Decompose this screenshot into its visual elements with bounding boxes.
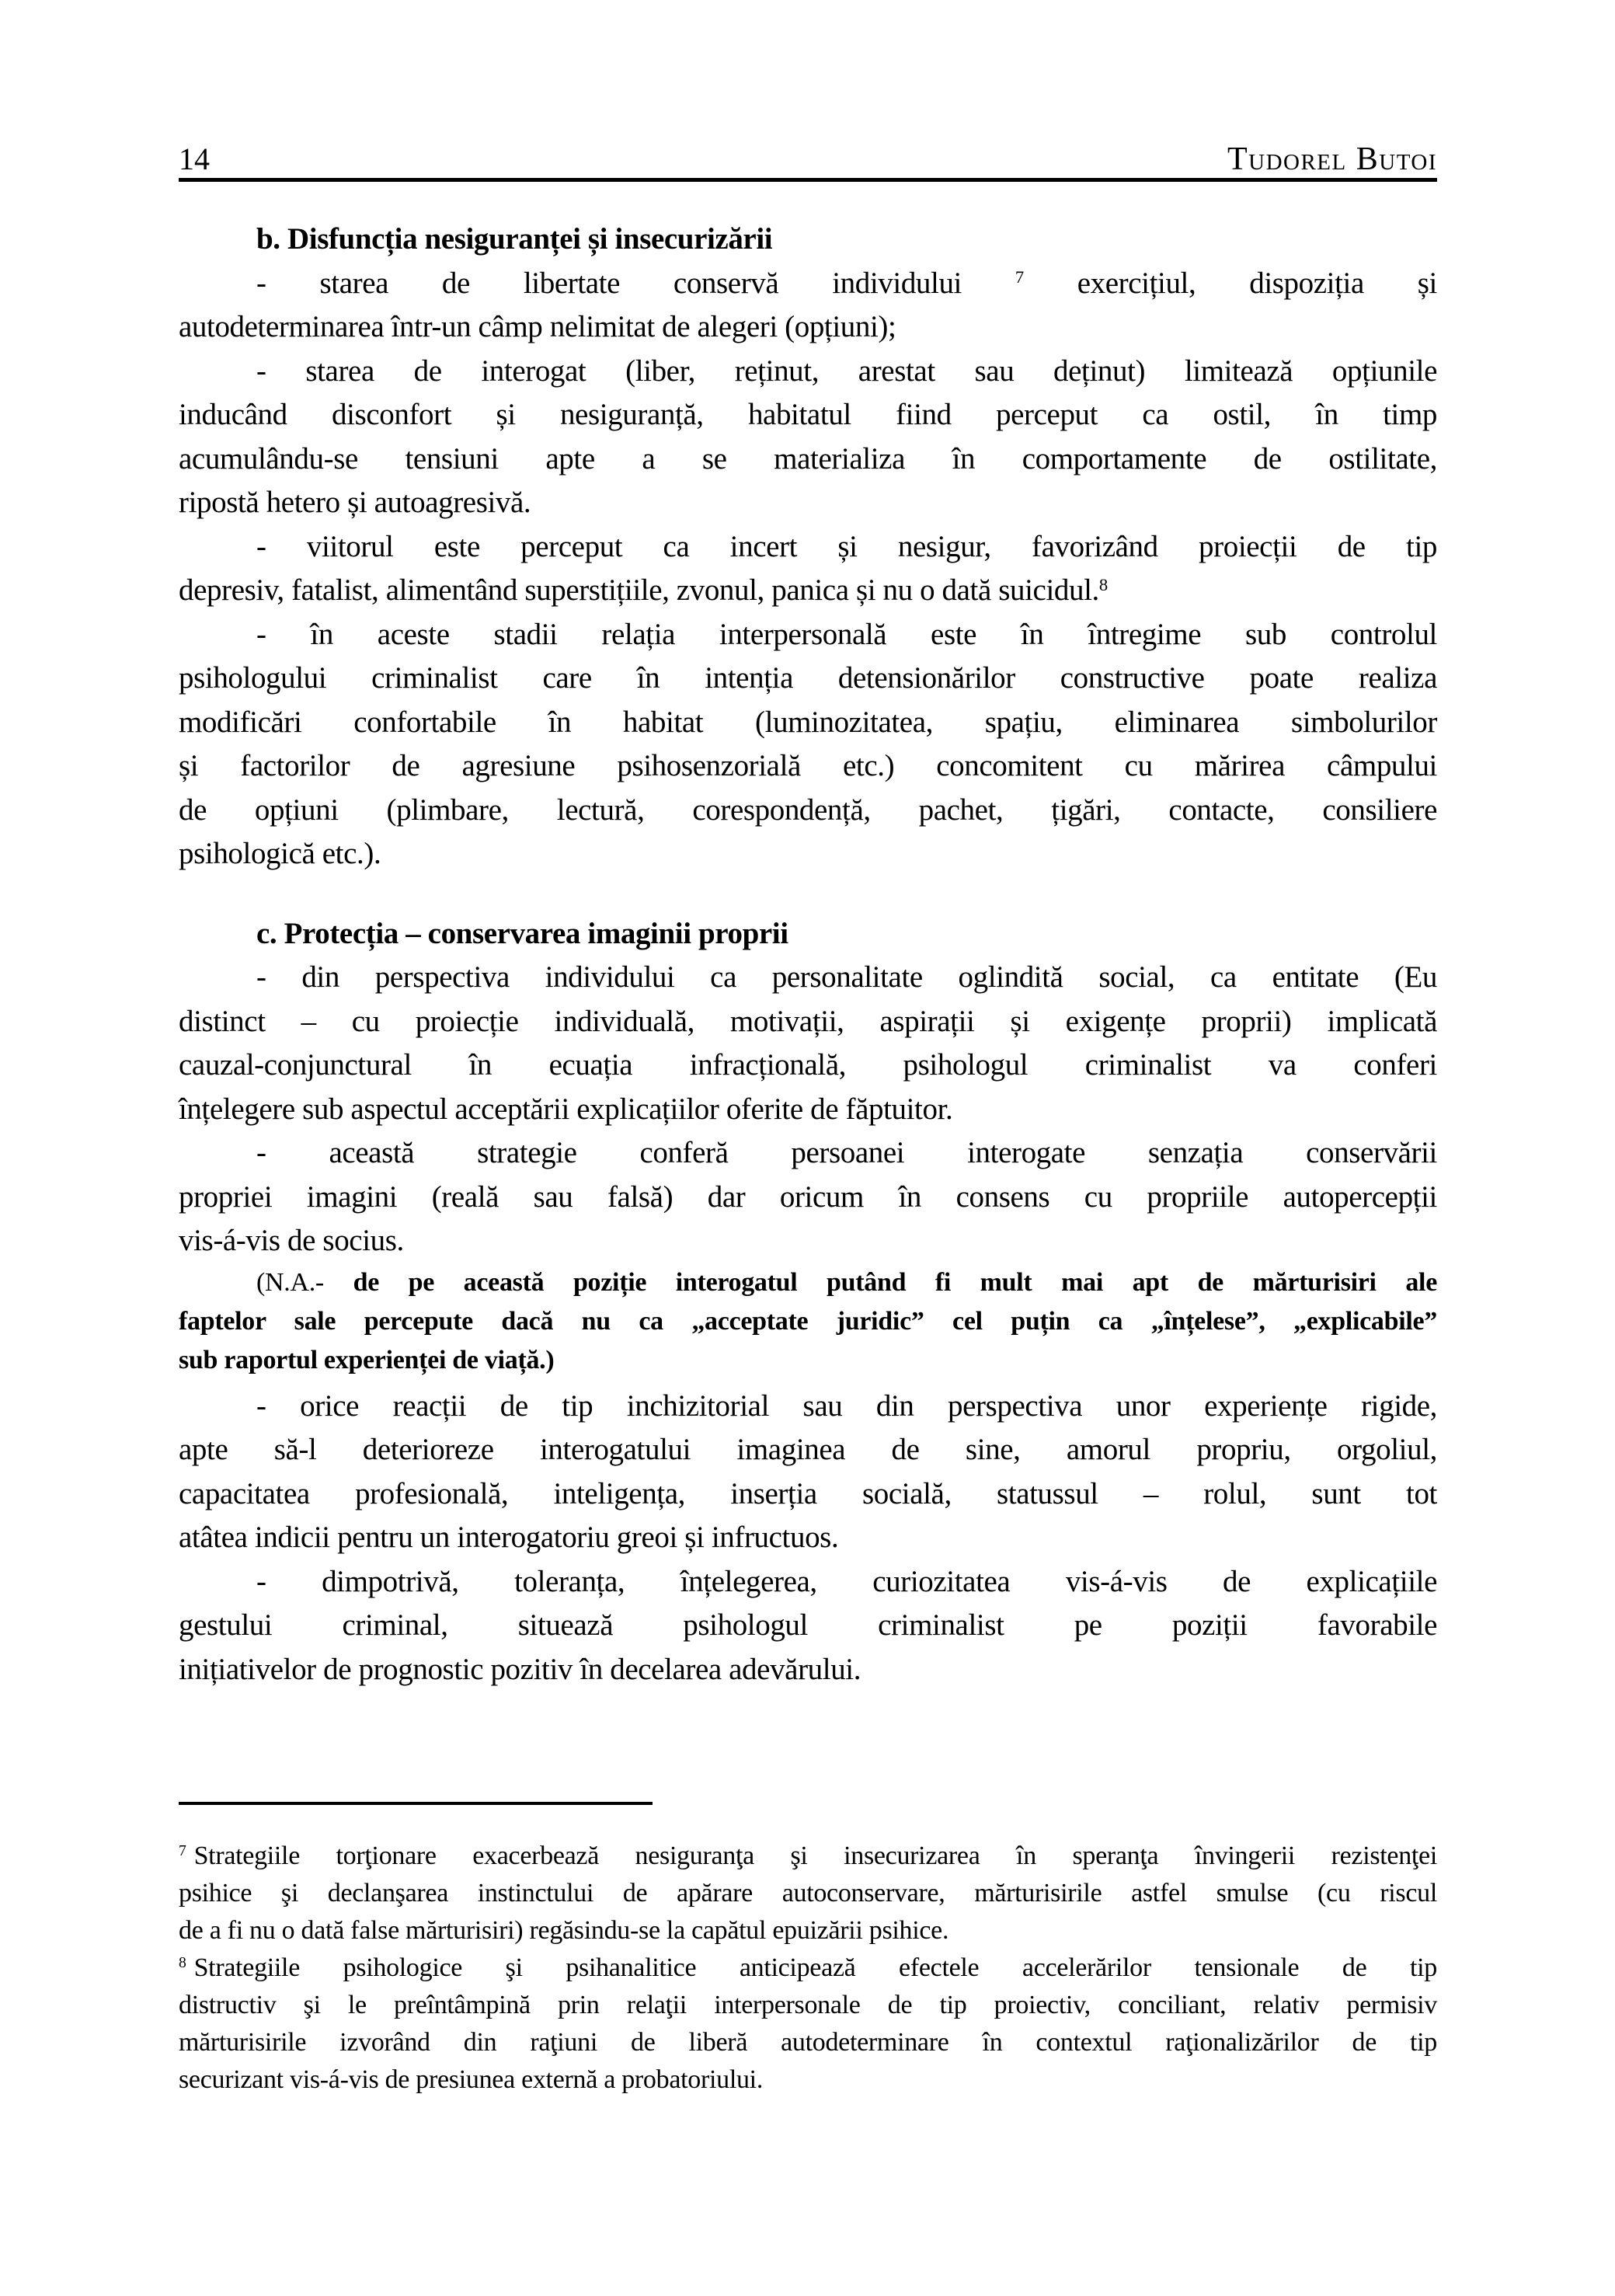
page-number: 14	[179, 141, 210, 176]
paragraph-line: atâtea indicii pentru un interogatoriu greoi și infructuos.	[179, 1521, 839, 1554]
paragraph-line: modificări confortabile în habitat (luminozitatea, spațiu, eliminarea simbolurilor	[179, 705, 1437, 739]
paragraph-line: - în aceste stadii relația interpersonală este în întregime sub controlul	[256, 617, 1437, 651]
footnote-line	[179, 1838, 1437, 1875]
footnote-8	[179, 1949, 1437, 2099]
paragraph-line: - viitorul este perceput ca incert și nesigur, favorizând proiecții de tip	[256, 529, 1437, 563]
paragraph-line: psihologului criminalist care în intenția detensionărilor constructive poate realiza	[179, 661, 1437, 695]
line-text: - starea de libertate conservă individului	[256, 266, 1015, 300]
footnote-number: 7	[179, 1842, 186, 1860]
footnote-ref-8: 8	[1098, 574, 1108, 594]
paragraph-line: de opțiuni (plimbare, lectură, corespondență, pachet, țigări, contacte, consiliere	[179, 793, 1437, 827]
paragraph-line: inducând disconfort și nesiguranță, habitatul fiind perceput ca ostil, în timp	[179, 398, 1437, 431]
running-header	[179, 141, 1437, 182]
paragraph-line: și factorilor de agresiune psihosenzorială etc.) concomitent cu mărirea câmpului	[179, 749, 1437, 782]
paragraph-line: - starea de interogat (liber, reținut, arestat sau deținut) limitează opțiunile	[256, 354, 1437, 388]
note-line: sub raportul experienței de viață.)	[179, 1345, 555, 1374]
line-text: exercițiul, dispoziția și	[1023, 266, 1437, 300]
line-text: depresiv, fatalist, alimentând superstițiile, zvonul, panica și nu o dată suicidul.	[179, 573, 1099, 607]
footnote-line: psihice şi declanşarea instinctului de apărare autoconservare, mărturisirile astfel smulse (cu riscul	[179, 1879, 1437, 1908]
footnote-separator	[179, 1802, 653, 1805]
paragraph-line: - orice reacții de tip inchizitorial sau din perspectiva unor experiențe rigide,	[256, 1388, 1437, 1423]
footnotes	[179, 1838, 1437, 2099]
section-b-heading: b. Disfuncția nesiguranței și insecurizării	[256, 222, 773, 256]
paragraph-line: - din perspectiva individului ca personalitate oglindită social, ca entitate (Eu	[256, 960, 1437, 994]
running-header-author: Tudorel Butoi	[1227, 141, 1437, 177]
paragraph-line: vis-á-vis de socius.	[179, 1224, 404, 1257]
paragraph-line: - dimpotrivă, toleranța, înțelegerea, curiozitatea vis-á-vis de explicațiile	[256, 1564, 1437, 1598]
footnote-number: 8	[179, 1954, 186, 1972]
section-c-heading: c. Protecția – conservarea imaginii proprii	[256, 916, 788, 950]
body-text	[179, 218, 1437, 1692]
paragraph-line: cauzal-conjunctural în ecuația infracțională, psihologul criminalist va conferi	[179, 1048, 1437, 1082]
paragraph-line: ripostă hetero și autoagresivă.	[179, 486, 531, 519]
footnote-ref-7: 7	[1015, 267, 1024, 287]
paragraph-line	[179, 262, 1437, 306]
paragraph-line: psihologică etc.).	[179, 837, 381, 870]
paragraph-line: înțelegere sub aspectul acceptării explicațiilor oferite de făptuitor.	[179, 1092, 953, 1126]
paragraph-line: inițiativelor de prognostic pozitiv în decelarea adevărului.	[179, 1652, 861, 1686]
footnote-line: de a fi nu o dată false mărturisiri) regăsindu-se la capătul epuizării psihice.	[179, 1916, 949, 1945]
footnote-line: securizant vis-á-vis de presiunea externă a probatoriului.	[179, 2065, 764, 2094]
footnote-text: Strategiile torţionare exacerbează nesiguranţa şi insecurizarea în speranţa învingerii rezistenţei	[193, 1841, 1437, 1870]
paragraph-line: apte să-l deterioreze interogatului imaginea de sine, amorul propriu, orgoliul,	[179, 1433, 1437, 1466]
footnote-text: Strategiile psihologice şi psihanalitice anticipează efectele accelerărilor tensionale de tip	[193, 1953, 1437, 1982]
paragraph-line: autodeterminarea într-un câmp nelimitat de alegeri (opțiuni);	[179, 310, 896, 343]
text-area	[179, 141, 1437, 2099]
authors-note	[179, 1263, 1437, 1380]
footnote-line	[179, 1949, 1437, 1987]
note-line	[179, 1263, 1437, 1302]
footnote-line: mărturisirile izvorând din raţiuni de liberă autodeterminare în contextul raţionalizărilor de tip	[179, 2028, 1437, 2057]
paragraph-line: capacitatea profesională, inteligența, inserția socială, statussul – rolul, sunt tot	[179, 1476, 1437, 1510]
paragraph-line: distinct – cu proiecție individuală, motivații, aspirații și exigențe proprii) implicată	[179, 1004, 1437, 1038]
paragraph-line: propriei imagini (reală sau falsă) dar oricum în consens cu propriile autopercepții	[179, 1179, 1437, 1214]
paragraph-line	[179, 569, 1437, 613]
note-text: de pe această poziție interogatul putând fi mult mai apt de mărturisiri ale	[353, 1267, 1437, 1297]
footnote-7	[179, 1838, 1437, 1949]
paragraph-line: - această strategie conferă persoanei interogate senzația conservării	[256, 1136, 1437, 1169]
note-prefix: (N.A.-	[256, 1267, 353, 1297]
footnote-line: distructiv şi le preîntâmpină prin relaţii interpersonale de tip proiectiv, conciliant, relativ permisiv	[179, 1991, 1437, 2019]
paragraph-line: gestului criminal, situează psihologul criminalist pe poziții favorabile	[179, 1608, 1437, 1642]
note-line: faptelor sale percepute dacă nu ca „acceptate juridic” cel puțin ca „înțelese”, „explicabile”	[179, 1306, 1437, 1336]
paragraph-line: acumulându-se tensiuni apte a se materializa în comportamente de ostilitate,	[179, 441, 1437, 476]
